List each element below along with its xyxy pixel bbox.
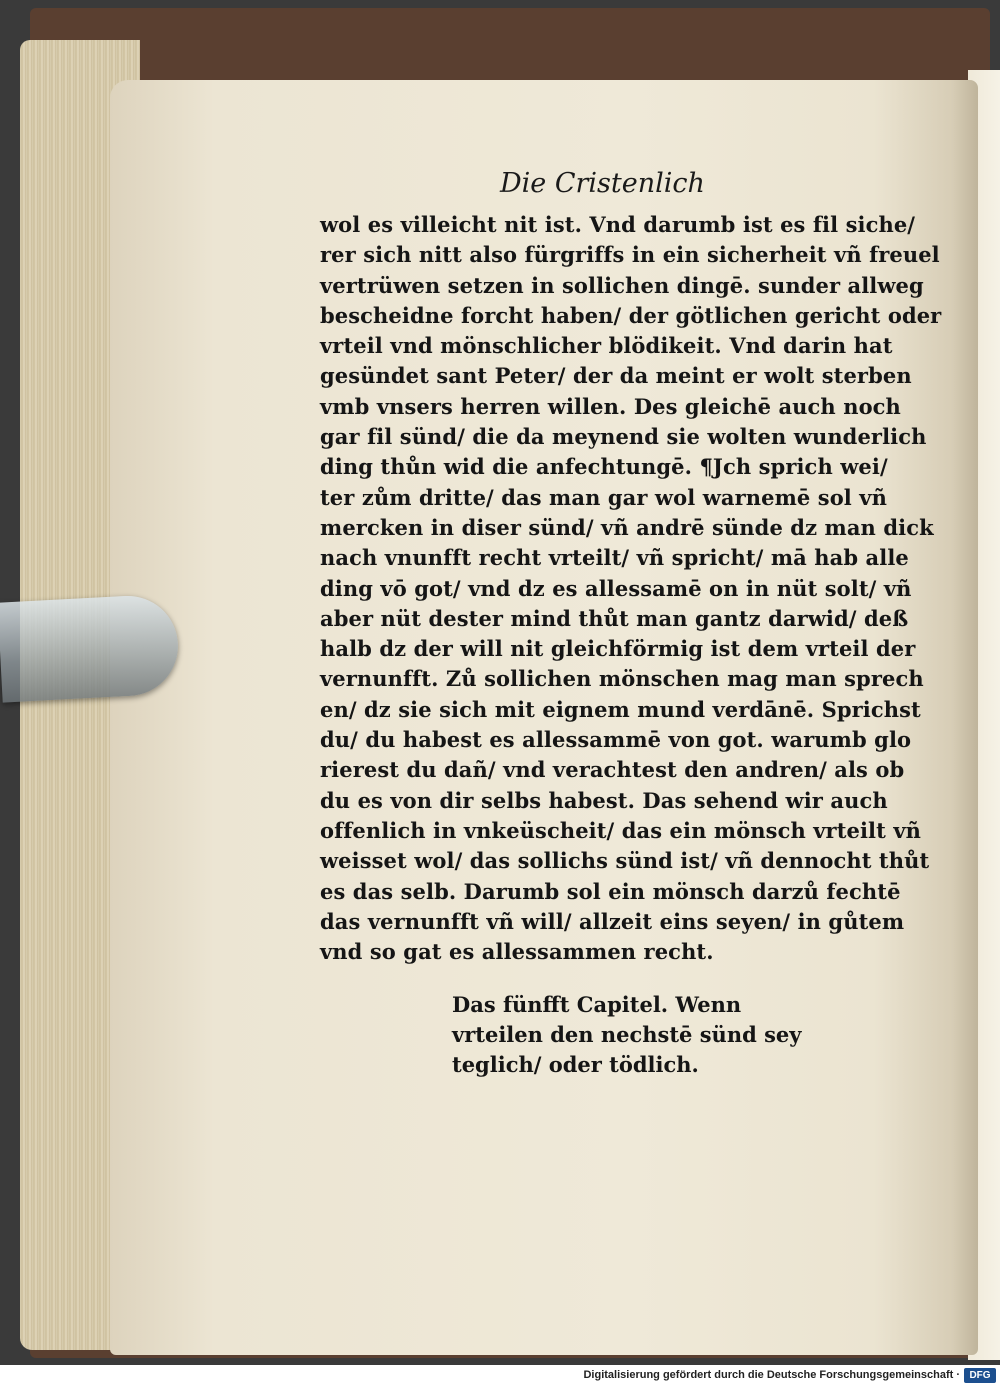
text-line: halb dz der will nit gleichförmig ist dem vrteil der: [320, 636, 916, 662]
dfg-logo: DFG: [964, 1368, 996, 1383]
text-line: du/ du habest es allessammē von got. warumb glo: [320, 727, 912, 753]
text-line: vertrüwen setzen in sollichen dingē. sunder allweg: [320, 272, 924, 298]
chapter-heading-line: vrteilen den nechstē sünd sey: [452, 1022, 802, 1047]
text-line: das vernunfft vñ will/ allzeit eins seyen/ in gůtem: [320, 908, 905, 934]
text-line: rierest du dañ/ vnd verachtest den andren/ als ob: [320, 757, 905, 783]
text-line: gesündet sant Peter/ der da meint er wolt sterben: [320, 363, 912, 389]
text-line: nach vnunfft recht vrteilt/ vñ spricht/ mā hab alle: [320, 545, 909, 571]
text-line: du es von dir selbs habest. Das sehend wir auch: [320, 787, 888, 813]
text-line: vernunfft. Zů sollichen mönschen mag man sprech: [320, 666, 924, 692]
chapter-heading-line: Das fünfft Capitel. Wenn: [452, 992, 742, 1017]
text-line: wol es villeicht nit ist. Vnd darumb ist es fil siche/: [320, 212, 916, 237]
text-line: vmb vnsers herren willen. Des gleichē auch noch: [320, 393, 901, 419]
text-line: mercken in diser sünd/ vñ andrē sünde dz man dick: [320, 514, 934, 540]
text-line: weisset wol/ das sollichs sünd ist/ vñ dennocht thůt: [320, 848, 930, 874]
text-line: offenlich in vnkeüscheit/ das ein mönsch vrteilt vñ: [320, 817, 922, 843]
funding-credit: Digitalisierung gefördert durch die Deutsche Forschungsgemeinschaft ·: [583, 1369, 960, 1381]
text-line: vnd so gat es allessammen recht.: [320, 939, 714, 965]
text-line: ding thůn wid die anfechtungē. ¶Jch sprich wei/: [320, 454, 888, 480]
text-line: es das selb. Darumb sol ein mönsch darzů fechtē: [320, 878, 901, 904]
running-head: Die Cristenlich: [500, 168, 705, 199]
text-line: bescheidne forcht haben/ der götlichen gericht oder: [320, 302, 942, 328]
page-holder-clip: [0, 593, 180, 702]
body-text: [320, 210, 942, 967]
chapter-heading-line: teglich/ oder tödlich.: [452, 1052, 699, 1077]
text-line: en/ dz sie sich mit eignem mund verdānē. Sprichst: [320, 696, 921, 722]
text-line: aber nüt dester mind thůt man gantz darwid/ deß: [320, 605, 909, 631]
chapter-heading: [452, 990, 802, 1080]
text-line: ding vō got/ vnd dz es allessamē on in nüt solt/ vñ: [320, 575, 912, 601]
text-line: gar fil sünd/ die da meynend sie wolten wunderlich: [320, 424, 927, 450]
text-line: ter zům dritte/ das man gar wol warnemē sol vñ: [320, 484, 887, 510]
footer-bar: [0, 1365, 1000, 1387]
text-line: rer sich nitt also fürgriffs in ein sicherheit vñ freuel: [320, 242, 940, 268]
text-line: vrteil vnd mönschlicher blödikeit. Vnd darin hat: [320, 333, 893, 359]
